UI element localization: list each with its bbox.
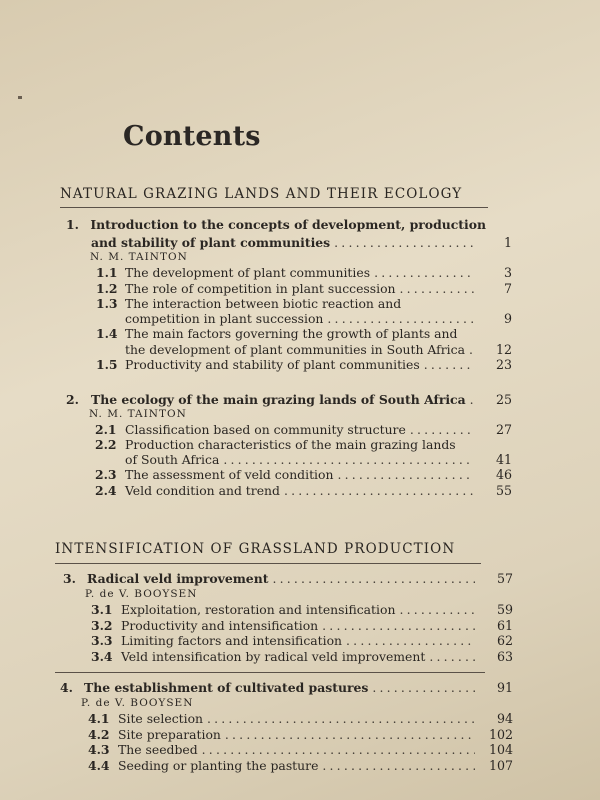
section-title: Productivity and intensification bbox=[121, 618, 319, 633]
toc-entry-3-3[interactable] bbox=[91, 634, 513, 648]
page-number: 62 bbox=[496, 633, 513, 648]
toc-entry-1-3-line1[interactable] bbox=[96, 297, 512, 311]
toc-entry-1-4[interactable] bbox=[125, 343, 512, 357]
leader-dots bbox=[322, 759, 475, 773]
leader-dots bbox=[429, 650, 475, 664]
page-number: 63 bbox=[496, 649, 513, 664]
leader-dots bbox=[327, 312, 474, 326]
chapter-title: The establishment of cultivated pastures bbox=[84, 680, 369, 695]
page-number: 59 bbox=[496, 602, 513, 617]
toc-entry-3-1[interactable] bbox=[91, 603, 513, 617]
part-heading: INTENSIFICATION OF GRASSLAND PRODUCTION bbox=[55, 541, 456, 557]
section-title: The main factors governing the growth of plants and bbox=[125, 326, 458, 341]
section-number: 4.2 bbox=[88, 727, 110, 742]
chapter-title: Radical veld improvement bbox=[87, 571, 269, 586]
leader-dots bbox=[202, 743, 475, 757]
chapter-number: 1. bbox=[66, 217, 79, 232]
page-number: 104 bbox=[488, 742, 513, 757]
section-title: The seedbed bbox=[118, 742, 198, 757]
page-number: 7 bbox=[503, 281, 512, 296]
section-title: Seeding or planting the pasture bbox=[118, 758, 319, 773]
page-number: 3 bbox=[503, 265, 512, 280]
leader-dots bbox=[469, 343, 474, 357]
leader-dots bbox=[272, 572, 475, 586]
section-title: The assessment of veld condition bbox=[125, 467, 334, 482]
page-number: 107 bbox=[488, 758, 513, 773]
section-title: Veld condition and trend bbox=[125, 483, 280, 498]
leader-dots bbox=[399, 603, 475, 617]
toc-entry-4-3[interactable] bbox=[88, 743, 513, 757]
leader-dots bbox=[470, 393, 474, 407]
section-title: Classification based on community structure bbox=[125, 422, 406, 437]
leader-dots bbox=[207, 712, 475, 726]
chapter-1-title-line1 bbox=[66, 218, 486, 232]
section-number: 3.1 bbox=[91, 602, 113, 617]
leader-dots bbox=[374, 266, 474, 280]
leader-dots bbox=[334, 236, 474, 250]
section-number: 2.2 bbox=[95, 437, 117, 452]
toc-entry-4-4[interactable] bbox=[88, 759, 513, 773]
section-title: Limiting factors and intensification bbox=[121, 633, 343, 648]
chapter-number: 4. bbox=[60, 680, 73, 695]
section-title: Production characteristics of the main grazing lands bbox=[125, 437, 456, 452]
chapter-4-entry[interactable] bbox=[60, 681, 513, 695]
chapter-author: N. M. TAINTON bbox=[90, 251, 188, 263]
page-number: 1 bbox=[503, 235, 512, 250]
page-number: 57 bbox=[496, 571, 513, 586]
page-number: 23 bbox=[495, 357, 512, 372]
section-title: The interaction between biotic reaction and bbox=[125, 296, 402, 311]
section-title: The development of plant communities bbox=[125, 265, 371, 280]
page-number: 91 bbox=[496, 680, 513, 695]
chapter-1-entry[interactable] bbox=[91, 236, 512, 250]
section-number: 2.3 bbox=[95, 467, 117, 482]
chapter-3-entry[interactable] bbox=[63, 572, 513, 586]
toc-entry-3-2[interactable] bbox=[91, 619, 513, 633]
section-title: Site selection bbox=[118, 711, 204, 726]
toc-entry-4-2[interactable] bbox=[88, 728, 513, 742]
section-number: 3.2 bbox=[91, 618, 113, 633]
page-number: 61 bbox=[496, 618, 513, 633]
section-number: 1.4 bbox=[96, 326, 118, 341]
page-number: 9 bbox=[503, 311, 512, 326]
section-number: 4.3 bbox=[88, 742, 110, 757]
section-number: 1.3 bbox=[96, 296, 118, 311]
section-title: Exploitation, restoration and intensification bbox=[121, 602, 396, 617]
leader-dots bbox=[284, 484, 474, 498]
toc-entry-2-1[interactable] bbox=[95, 423, 512, 437]
chapter-title: The ecology of the main grazing lands of South Africa bbox=[91, 392, 466, 407]
part-heading: NATURAL GRAZING LANDS AND THEIR ECOLOGY bbox=[60, 186, 463, 202]
section-number: 4.1 bbox=[88, 711, 110, 726]
section-title-cont: competition in plant succession bbox=[125, 311, 324, 326]
leader-dots bbox=[322, 619, 475, 633]
leader-dots bbox=[337, 468, 474, 482]
chapter-divider bbox=[55, 672, 485, 673]
section-number: 1.1 bbox=[96, 265, 118, 280]
leader-dots bbox=[372, 681, 475, 695]
chapter-number: 3. bbox=[63, 571, 76, 586]
leader-dots bbox=[223, 453, 474, 467]
section-title: Site preparation bbox=[118, 727, 221, 742]
toc-entry-2-2-line1[interactable] bbox=[95, 438, 512, 452]
chapter-title: Introduction to the concepts of development, production bbox=[90, 217, 486, 232]
toc-entry-1-2[interactable] bbox=[96, 282, 512, 296]
section-number: 2.4 bbox=[95, 483, 117, 498]
page-number: 46 bbox=[495, 467, 512, 482]
toc-entry-2-4[interactable] bbox=[95, 484, 512, 498]
section-number: 1.5 bbox=[96, 357, 118, 372]
section-number: 3.4 bbox=[91, 649, 113, 664]
toc-entry-3-4[interactable] bbox=[91, 650, 513, 664]
section-title-cont: of South Africa bbox=[125, 452, 220, 467]
toc-entry-1-3[interactable] bbox=[125, 312, 512, 326]
chapter-author: P. de V. BOOYSEN bbox=[81, 697, 194, 709]
leader-dots bbox=[424, 358, 474, 372]
page-title: Contents bbox=[123, 121, 261, 152]
page-mark bbox=[18, 96, 22, 99]
leader-dots bbox=[410, 423, 474, 437]
section-title: The role of competition in plant succession bbox=[125, 281, 396, 296]
section-title: Productivity and stability of plant communities bbox=[125, 357, 420, 372]
toc-entry-2-3[interactable] bbox=[95, 468, 512, 482]
chapter-title-cont: and stability of plant communities bbox=[91, 235, 331, 250]
toc-entry-1-1[interactable] bbox=[96, 266, 512, 280]
page-number: 94 bbox=[496, 711, 513, 726]
section-number: 2.1 bbox=[95, 422, 117, 437]
chapter-2-entry[interactable] bbox=[66, 393, 512, 407]
toc-entry-2-2[interactable] bbox=[125, 453, 512, 467]
leader-dots bbox=[400, 282, 474, 296]
chapter-number: 2. bbox=[66, 392, 79, 407]
part-divider bbox=[55, 563, 481, 564]
part-divider bbox=[60, 207, 488, 208]
leader-dots bbox=[225, 728, 475, 742]
leader-dots bbox=[346, 634, 475, 648]
page-number: 102 bbox=[488, 727, 513, 742]
section-number: 3.3 bbox=[91, 633, 113, 648]
page-number: 41 bbox=[495, 452, 512, 467]
chapter-author: P. de V. BOOYSEN bbox=[85, 588, 198, 600]
toc-entry-4-1[interactable] bbox=[88, 712, 513, 726]
page-number: 27 bbox=[495, 422, 512, 437]
page-number: 12 bbox=[495, 342, 512, 357]
section-title-cont: the development of plant communities in South Africa bbox=[125, 342, 465, 357]
toc-entry-1-4-line1[interactable] bbox=[96, 327, 512, 341]
chapter-author: N. M. TAINTON bbox=[89, 408, 187, 420]
section-number: 1.2 bbox=[96, 281, 118, 296]
page-number: 55 bbox=[495, 483, 512, 498]
page-number: 25 bbox=[495, 392, 512, 407]
section-title: Veld intensification by radical veld improvement bbox=[121, 649, 426, 664]
toc-entry-1-5[interactable] bbox=[96, 358, 512, 372]
section-number: 4.4 bbox=[88, 758, 110, 773]
